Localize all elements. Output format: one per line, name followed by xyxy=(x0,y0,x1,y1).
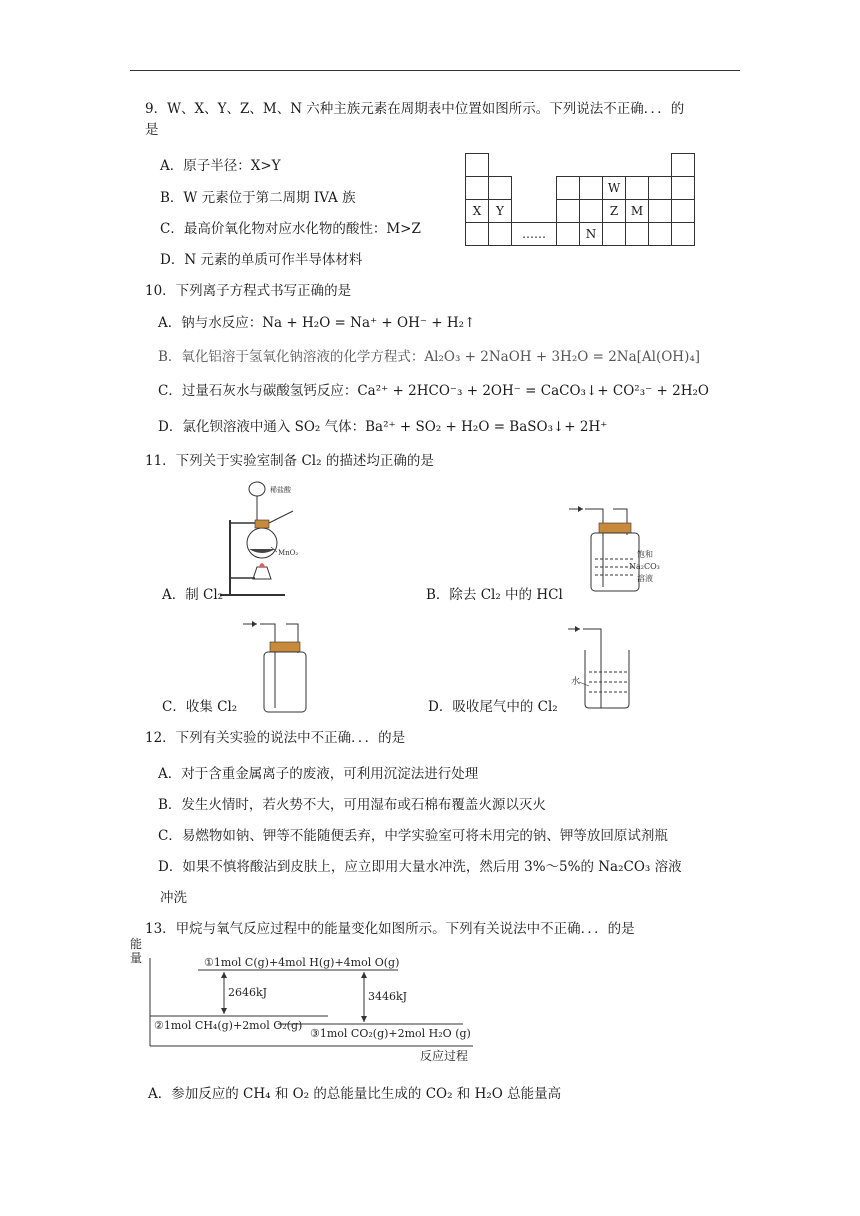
fig-a-label-mno2: MnO₂ xyxy=(278,549,299,557)
q12-option-d: D．如果不慎将酸沾到皮肤上，应立即用大量水冲洗，然后用 3%～5%的 Na₂CO₃ 溶液 xyxy=(158,859,682,875)
q13-option-a: A．参加反应的 CH₄ 和 O₂ 的总能量比生成的 CO₂ 和 H₂O 总能量高 xyxy=(148,1086,562,1102)
q12-option-d-cont: 冲洗 xyxy=(160,890,187,906)
fig-d-label-water: 水 xyxy=(571,677,581,687)
q9-option-b: B．W 元素位于第二周期 IVA 族 xyxy=(160,190,356,206)
q11-option-a: A．制 Cl₂ xyxy=(162,587,224,603)
energy-ylabel-1: 能 xyxy=(130,937,143,951)
q10-option-c: C．过量石灰水与碳酸氢钙反应：Ca²⁺ + 2HCO⁻₃ + 2OH⁻ = CaCO₃↓+ CO²₃⁻ + 2H₂O xyxy=(158,383,709,399)
q13-stem: 13．甲烷与氧气反应过程中的能量变化如图所示。下列有关说法中不正确．．．的是 xyxy=(145,921,635,937)
beaker-absorber-figure xyxy=(565,620,645,712)
q11-option-c: C．收集 Cl₂ xyxy=(162,699,238,715)
energy-level-3: ③1mol CO₂(g)+2mol H₂O (g) xyxy=(310,1027,471,1040)
energy-level-2: ②1mol CH₄(g)+2mol O₂(g) xyxy=(154,1019,303,1032)
cell-y: Y xyxy=(489,200,512,223)
q12-option-c: C．易燃物如钠、钾等不能随便丢弃，中学实验室可将未用完的钠、钾等放回原试剂瓶 xyxy=(158,828,668,844)
q12-option-a: A．对于含重金属离子的废液，可利用沉淀法进行处理 xyxy=(158,766,479,782)
q9-option-d: D．N 元素的单质可作半导体材料 xyxy=(160,252,363,268)
cell-z: Z xyxy=(603,200,626,223)
cell-m: M xyxy=(626,200,649,223)
energy-gap-1: 2646kJ xyxy=(228,986,268,999)
q11-option-d: D．吸收尾气中的 Cl₂ xyxy=(428,699,558,715)
q9-option-a: A．原子半径：X>Y xyxy=(160,158,281,174)
q11-stem: 11．下列关于实验室制备 Cl₂ 的描述均正确的是 xyxy=(145,453,434,469)
q12-option-b: B．发生火情时，若火势不大，可用湿布或石棉布覆盖火源以灭火 xyxy=(158,797,546,813)
fig-b-label-3: 溶液 xyxy=(637,574,653,583)
periodic-table-figure xyxy=(465,153,695,246)
q10-option-b: B．氧化铝溶于氢氧化钠溶液的化学方程式：Al₂O₃ + 2NaOH + 3H₂O = 2Na[Al(OH)₄] xyxy=(158,349,701,365)
q11-option-b: B．除去 Cl₂ 中的 HCl xyxy=(426,587,563,603)
header-rule xyxy=(130,70,740,71)
cell-dots: …… xyxy=(512,223,557,246)
fig-b-label-1: 饱和 xyxy=(637,550,653,559)
cell-x: X xyxy=(466,200,489,223)
energy-diagram xyxy=(128,936,488,1066)
energy-xlabel: 反应过程 xyxy=(420,1049,469,1063)
q9-stem: 9．W、X、Y、Z、M、N 六种主族元素在周期表中位置如图所示。下列说法不正确．．．的 xyxy=(145,101,685,117)
q9-option-c: C．最高价氧化物对应水化物的酸性：M>Z xyxy=(160,221,421,237)
cell-w: W xyxy=(603,177,626,200)
collection-bottle-figure xyxy=(240,618,320,716)
cell-n: N xyxy=(580,223,603,246)
apparatus-generator-figure xyxy=(215,475,325,600)
wash-bottle-figure xyxy=(565,497,675,593)
fig-b-label-2: Na₂CO₃ xyxy=(629,562,660,571)
energy-ylabel-2: 量 xyxy=(130,951,143,965)
q12-stem: 12．下列有关实验的说法中不正确．．．的是 xyxy=(145,730,406,746)
q9-stem-cont: 是 xyxy=(145,122,159,138)
fig-a-label-acid: 稀盐酸 xyxy=(270,486,291,494)
energy-level-1: ①1mol C(g)+4mol H(g)+4mol O(g) xyxy=(204,956,400,969)
q10-option-d: D．氯化钡溶液中通入 SO₂ 气体：Ba²⁺ + SO₂ + H₂O = BaSO₃↓+ 2H⁺ xyxy=(158,419,608,435)
q10-stem: 10．下列离子方程式书写正确的是 xyxy=(145,283,352,299)
energy-gap-2: 3446kJ xyxy=(368,990,408,1003)
q10-option-a: A．钠与水反应：Na + H₂O = Na⁺ + OH⁻ + H₂↑ xyxy=(158,315,476,331)
